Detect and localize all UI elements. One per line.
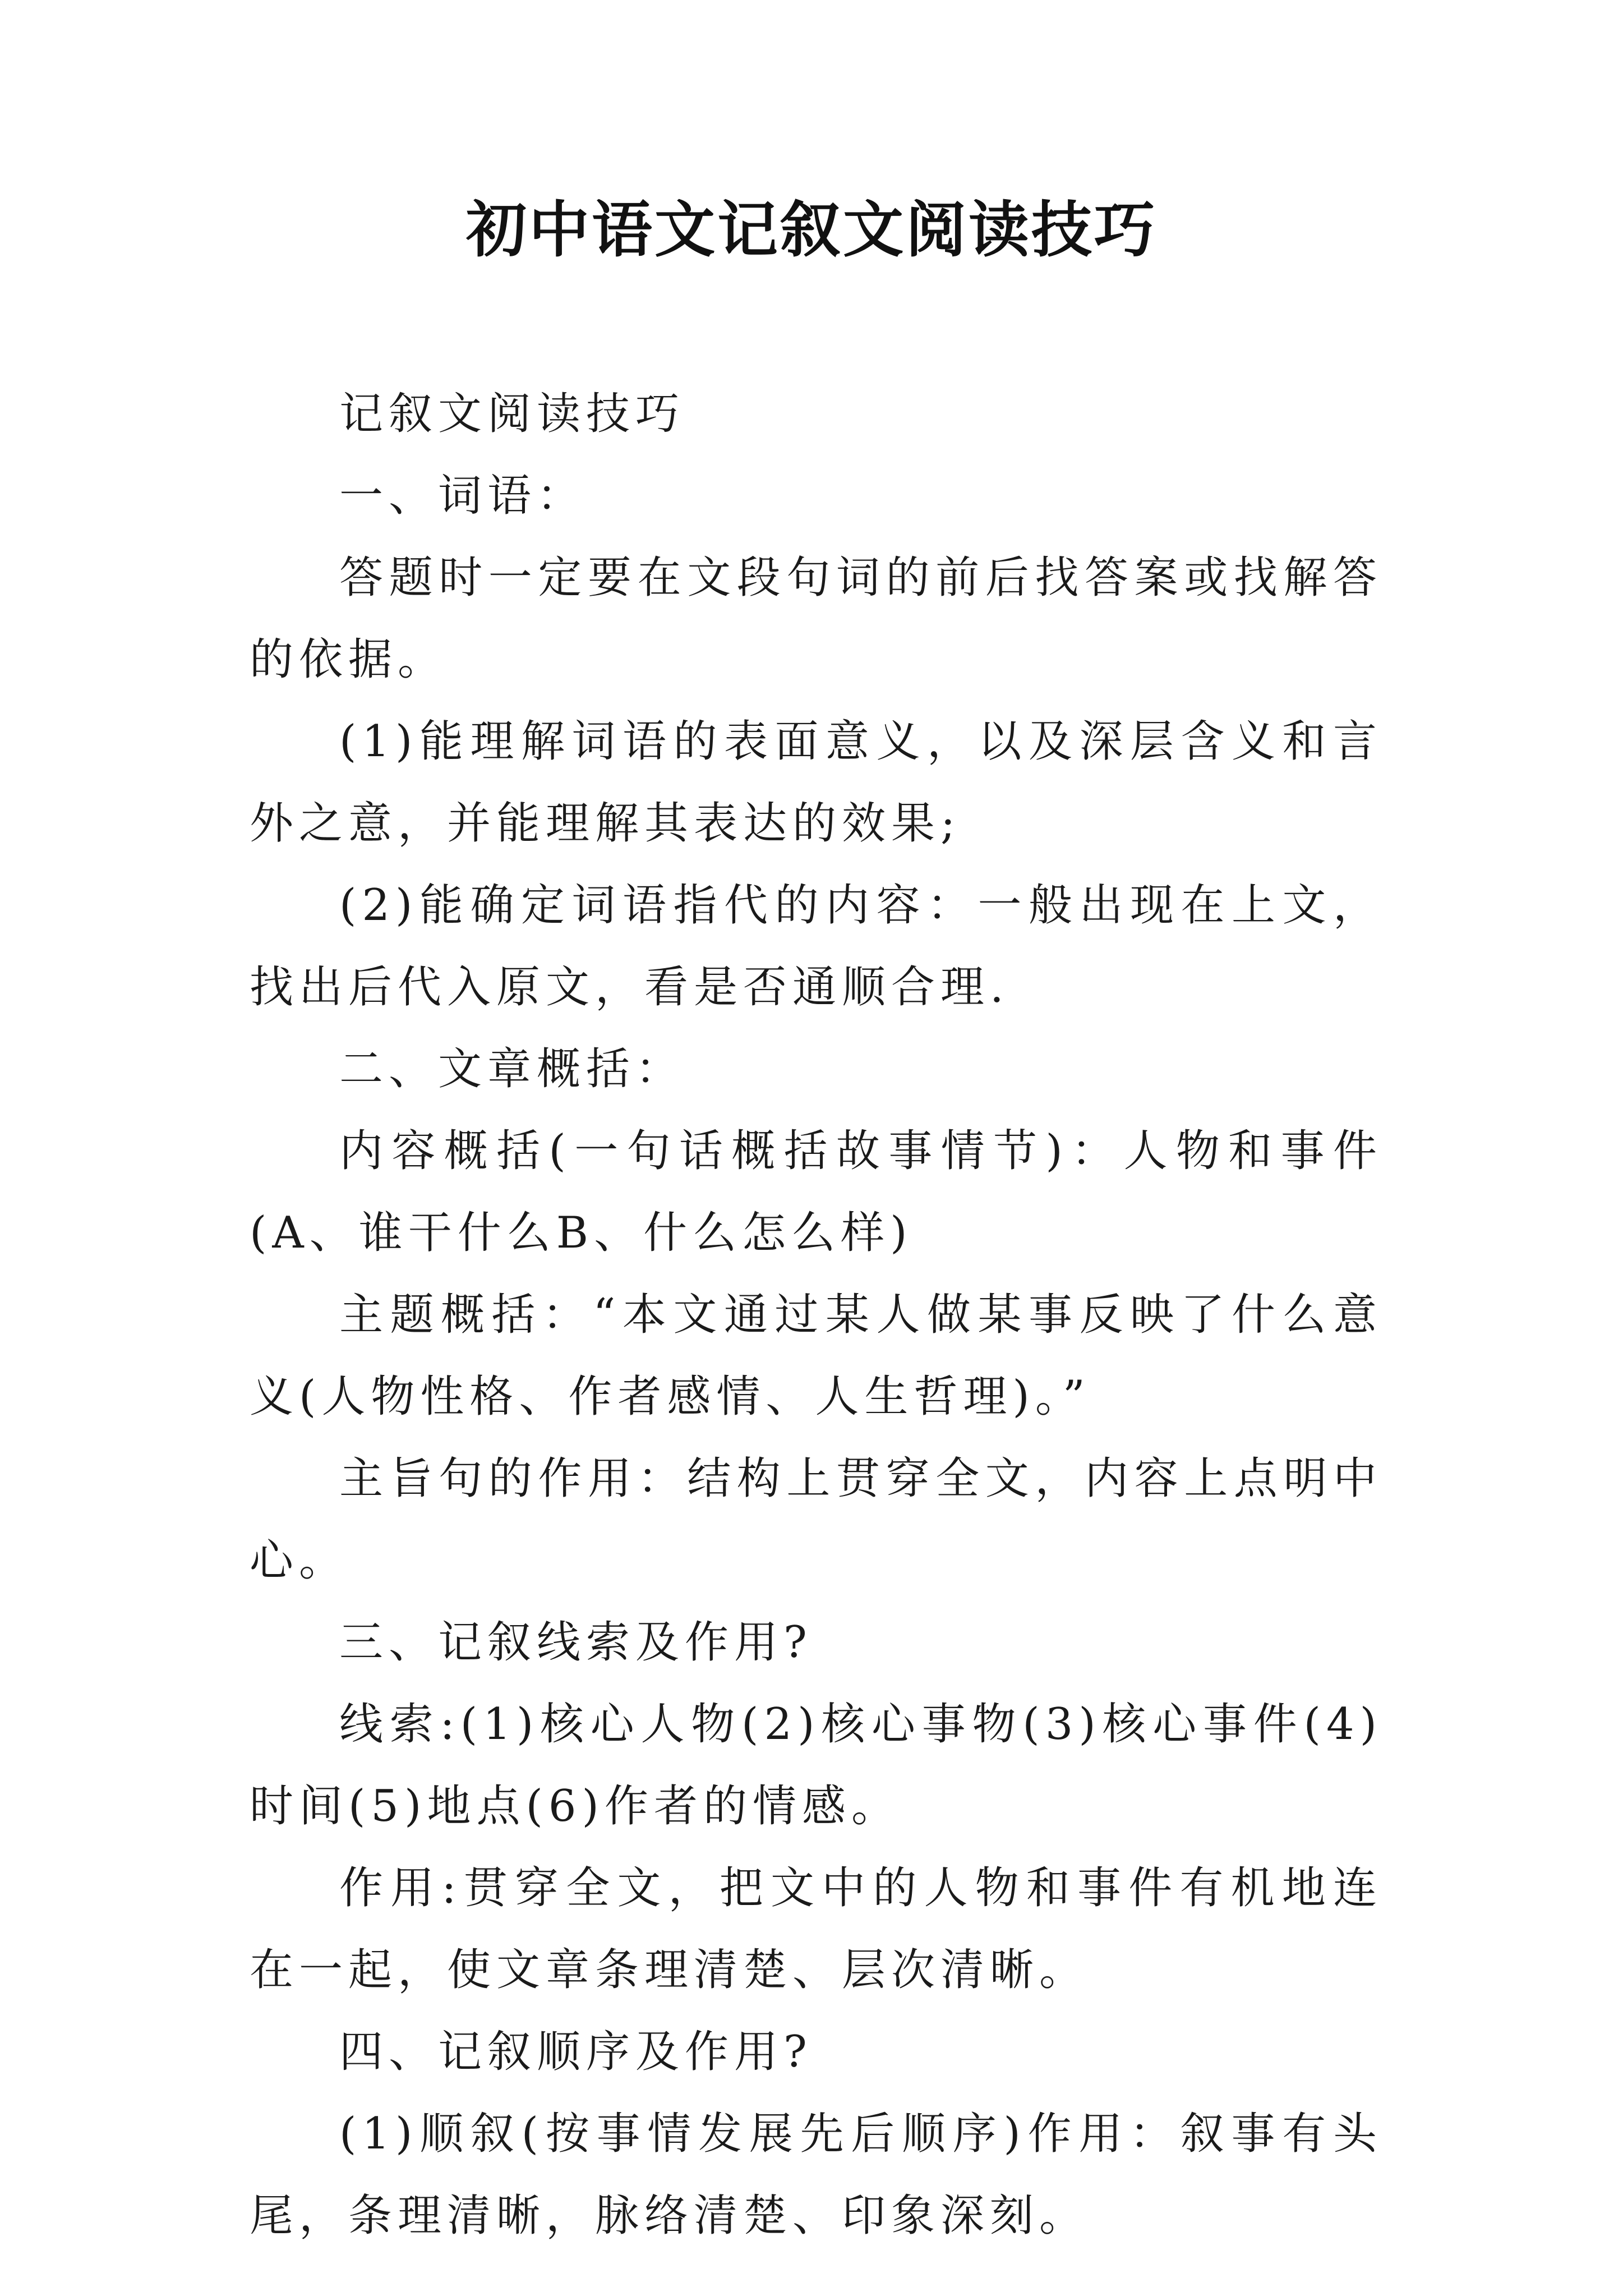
paragraph: 线索:(1)核心人物(2)核心事物(3)核心事件(4)时间(5)地点(6)作者的情感。 [250,1699,1382,1832]
paragraph-subtitle: 记叙文阅读技巧 [339,389,685,439]
paragraph: 主旨句的作用：结构上贯穿全文，内容上点明中心。 [250,1453,1382,1586]
paragraph-section-heading: 一、词语： [339,471,587,521]
paragraph: 作用:贯穿全文，把文中的人物和事件有机地连在一起，使文章条理清楚、层次清晰。 [250,1863,1382,1995]
paragraph: (1)顺叙(按事情发展先后顺序)作用：叙事有头尾，条理清晰，脉络清楚、印象深刻。 [250,2109,1382,2241]
paragraph: (2)能确定词语指代的内容：一般出现在上文，找出后代入原文，看是否通顺合理. [250,880,1382,1013]
paragraph: 答题时一定要在文段句词的前后找答案或找解答的依据。 [250,553,1382,685]
document-body [250,373,1382,2257]
document-title: 初中语文记叙文阅读技巧 [465,195,1157,265]
paragraph: 内容概括(一句话概括故事情节)：人物和事件(A、谁干什么B、什么怎么样) [250,1126,1382,1258]
paragraph-section-heading: 四、记叙顺序及作用? [339,2027,813,2077]
paragraph: (1)能理解词语的表面意义，以及深层含义和言外之意，并能理解其表达的效果; [250,716,1382,849]
paragraph: 主题概括：“本文通过某人做某事反映了什么意义(人物性格、作者感情、人生哲理)。” [250,1290,1382,1422]
paragraph-section-heading: 三、记叙线索及作用? [339,1617,813,1668]
paragraph-section-heading: 二、文章概括： [339,1044,685,1094]
